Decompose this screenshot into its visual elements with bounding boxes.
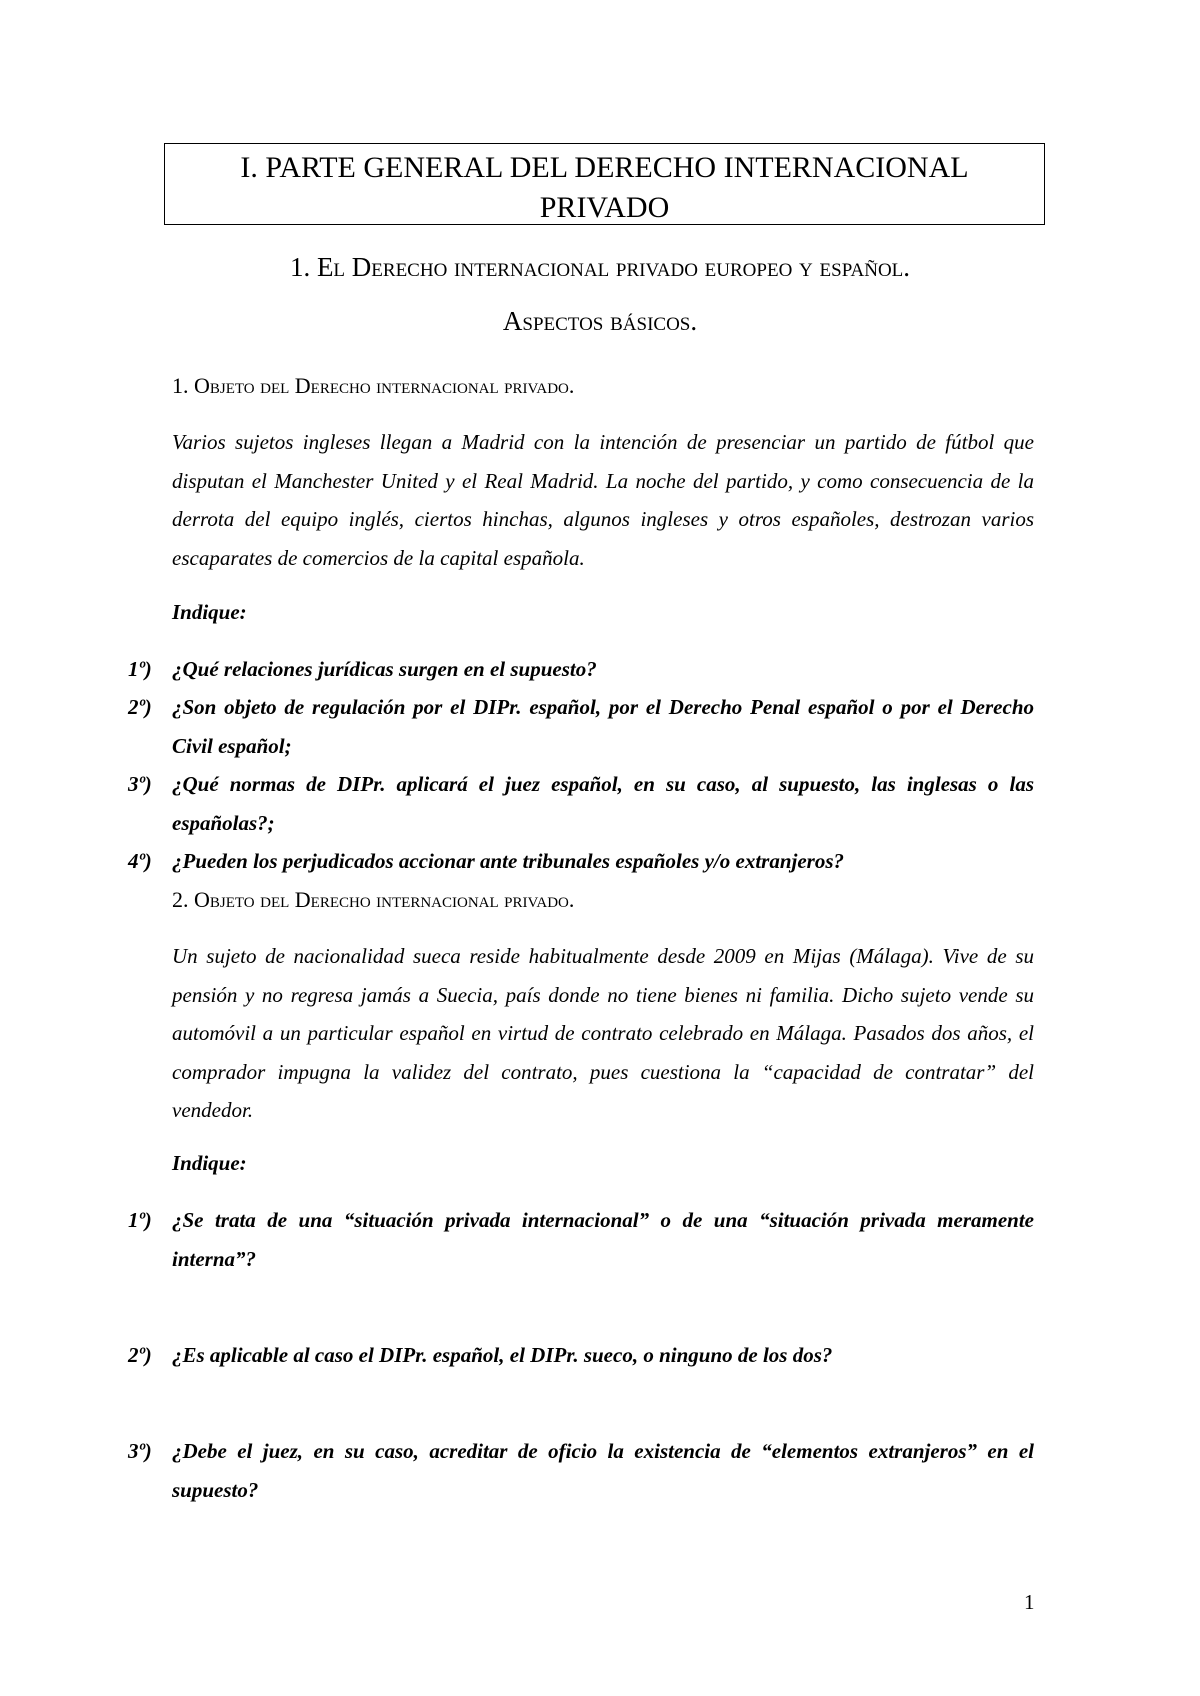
part-title-line-1: I. PARTE GENERAL DEL DERECHO INTERNACIONAL — [240, 151, 969, 184]
section-1-case-text: Varios sujetos ingleses llegan a Madrid con la intención de presenciar un partido de fútbol que disputan el Manchester United y el Real Madrid. La noche del partido, y como consecuencia de la derrota del equipo inglés, ciertos hinchas, algunos ingleses y otros españoles, destrozan varios escaparates de comercios de la capital española. — [172, 430, 1034, 570]
section-2-question-1 — [128, 1201, 1034, 1278]
section-1-question-2 — [128, 688, 1034, 765]
chapter-title-line-2: Aspectos básicos. — [502, 306, 698, 336]
section-1-question-4 — [128, 842, 1034, 881]
section-2-indique: Indique: — [172, 1151, 247, 1175]
section-2-question-3 — [128, 1432, 1034, 1509]
part-title-box — [164, 143, 1045, 225]
question-text: ¿Pueden los perjudicados accionar ante tribunales españoles y/o extranjeros? — [172, 849, 845, 873]
chapter-title-line-1: 1. El Derecho internacional privado europeo y español. — [289, 252, 911, 282]
question-number: 2º) — [128, 1343, 152, 1367]
question-number: 1º) — [128, 657, 152, 681]
page-number: 1 — [1024, 1590, 1035, 1614]
section-2-case-text: Un sujeto de nacionalidad sueca reside habitualmente desde 2009 en Mijas (Málaga). Vive de su pensión y no regresa jamás a Suecia, país donde no tiene bienes ni familia. Dicho sujeto vende su automóvil a un particular español en virtud de contrato celebrado en Málaga. Pasados dos años, el comprador impugna la validez del contrato, pues cuestiona la “capacidad de contratar” del vendedor. — [172, 944, 1034, 1122]
question-text: ¿Es aplicable al caso el DIPr. español, el DIPr. sueco, o ninguno de los dos? — [172, 1343, 833, 1367]
question-number: 3º) — [128, 772, 152, 796]
section-1-question-3 — [128, 765, 1034, 842]
section-1-heading: 1. Objeto del Derecho internacional privado. — [172, 373, 575, 398]
section-1-question-1 — [128, 650, 1034, 689]
question-text: ¿Se trata de una “situación privada internacional” o de una “situación privada meramente interna”? — [172, 1208, 1034, 1271]
section-1-indique: Indique: — [172, 600, 247, 624]
section-2-heading: 2. Objeto del Derecho internacional privado. — [172, 887, 575, 912]
section-2-question-2 — [128, 1336, 1034, 1375]
question-number: 1º) — [128, 1208, 152, 1232]
question-number: 4º) — [128, 849, 152, 873]
part-title-line-2: PRIVADO — [539, 191, 670, 224]
question-number: 2º) — [128, 695, 152, 719]
question-text: ¿Qué relaciones jurídicas surgen en el supuesto? — [172, 657, 597, 681]
question-text: ¿Qué normas de DIPr. aplicará el juez español, en su caso, al supuesto, las inglesas o las españolas?; — [172, 772, 1034, 835]
question-text: ¿Son objeto de regulación por el DIPr. español, por el Derecho Penal español o por el Derecho Civil español; — [172, 695, 1034, 758]
question-text: ¿Debe el juez, en su caso, acreditar de oficio la existencia de “elementos extranjeros” en el supuesto? — [172, 1439, 1034, 1502]
question-number: 3º) — [128, 1439, 152, 1463]
